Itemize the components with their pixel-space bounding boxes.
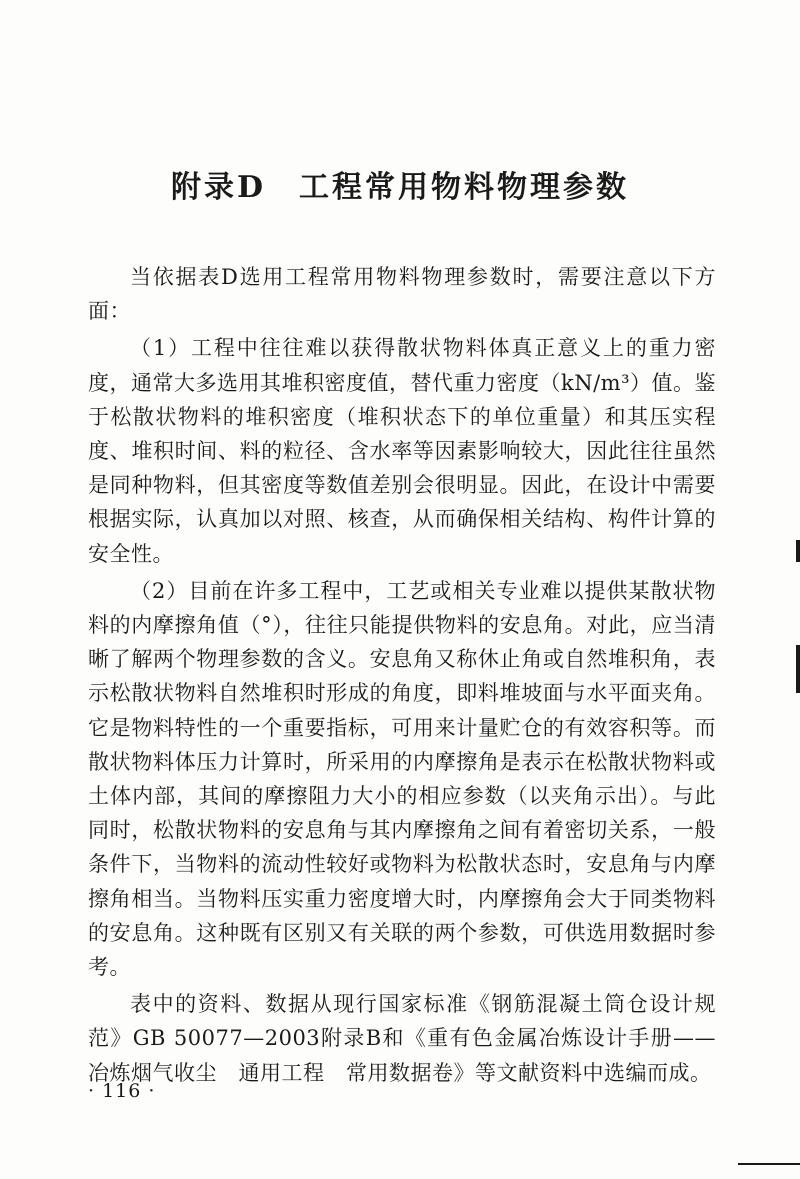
- scan-edge-mark: [796, 645, 800, 693]
- body-text: [88, 260, 716, 1093]
- scan-edge-line: [738, 1163, 800, 1165]
- paragraph-sources: 表中的资料、数据从现行国家标准《钢筋混凝土筒仓设计规范》GB 50077—2003附录B和《重有色金属冶炼设计手册——冶炼烟气收尘 通用工程 常用数据卷》等文献资料中选编而成。: [88, 992, 716, 1085]
- page-title: 附录D 工程常用物料物理参数: [170, 170, 629, 205]
- paragraph-item-2: （2）目前在许多工程中，工艺或相关专业难以提供某散状物料的内摩擦角值（°），往往只能提供物料的安息角。对此，应当清晰了解两个物理参数的含义。安息角又称休止角或自然堆积角，表示松散状物料自然堆积时形成的角度，即料堆坡面与水平面夹角。它是物料特性的一个重要指标，可用来计量贮仓的有效容积等。而散状物料体压力计算时，所采用的内摩擦角是表示在松散状物料或土体内部，其间的摩擦阻力大小的相应参数（以夹角示出）。与此同时，松散状物料的安息角与其内摩擦角之间有着密切关系，一般条件下，当物料的流动性较好或物料为松散状态时，安息角与内摩擦角相当。当物料压实重力密度增大时，内摩擦角会大于同类物料的安息角。这种既有区别又有关联的两个参数，可供选用数据时参考。: [88, 578, 716, 980]
- scan-edge-mark: [796, 540, 800, 562]
- paragraph-item-1: （1）工程中往往难以获得散状物料体真正意义上的重力密度，通常大多选用其堆积密度值，替代重力密度（kN/m³）值。鉴于松散状物料的堆积密度（堆积状态下的单位重量）和其压实程度、堆积时间、料的粒径、含水率等因素影响较大，因此往往虽然是同种物料，但其密度等数值差别会很明显。因此，在设计中需要根据实际，认真加以对照、核查，从而确保相关结构、构件计算的安全性。: [88, 336, 717, 566]
- paragraph-intro: 当依据表D选用工程常用物料物理参数时，需要注意以下方面：: [88, 265, 716, 324]
- page-number: · 116 ·: [88, 1080, 156, 1102]
